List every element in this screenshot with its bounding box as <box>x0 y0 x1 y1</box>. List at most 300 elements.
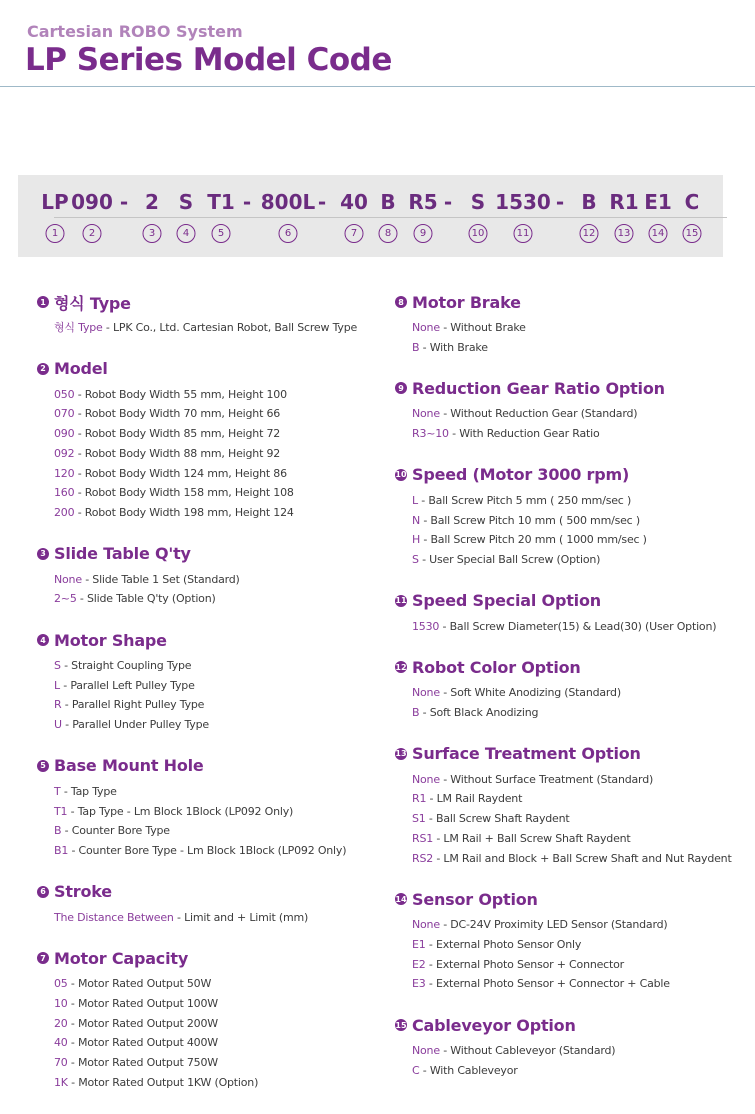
option-code: U <box>54 718 62 732</box>
code-position-number: 14 <box>649 224 668 243</box>
option-description: Motor Rated Output 200W <box>77 1016 218 1030</box>
option-code: E1 <box>412 937 426 951</box>
option-description: Ball Screw Shaft Raydent <box>435 812 570 826</box>
code-token: 090 <box>71 190 113 214</box>
option-description: Soft White Anodizing (Standard) <box>450 686 621 700</box>
option-item <box>54 424 367 444</box>
code-token: T1 <box>207 190 235 214</box>
option-code: E2 <box>412 957 426 971</box>
option-item <box>54 821 367 841</box>
option-description: Limit and + Limit (mm) <box>184 910 309 924</box>
section-title: Stroke <box>54 882 112 902</box>
option-separator: - <box>439 918 451 932</box>
option-item <box>54 589 367 609</box>
option-separator: - <box>67 977 78 991</box>
option-separator: - <box>425 937 436 951</box>
option-description: External Photo Sensor Only <box>435 937 582 951</box>
option-list <box>412 404 740 443</box>
option-item <box>412 915 740 935</box>
option-code: None <box>412 686 440 700</box>
section-title: Robot Color Option <box>412 657 581 677</box>
code-separator: - <box>555 190 565 214</box>
section-title: Cableveyor Option <box>412 1015 576 1035</box>
option-description: User Special Ball Screw (Option) <box>429 552 601 566</box>
section-number-badge: 9 <box>395 382 407 394</box>
option-description: Parallel Right Pulley Type <box>71 698 205 712</box>
section-title: Model <box>54 359 108 379</box>
option-item <box>54 404 367 424</box>
code-token: R1 <box>609 190 639 214</box>
code-token: LP <box>41 190 69 214</box>
option-code: L <box>412 493 418 507</box>
section-title: Motor Brake <box>412 292 521 312</box>
option-separator: - <box>61 698 72 712</box>
option-item <box>412 1041 740 1061</box>
option-description: LM Rail Raydent <box>436 792 523 806</box>
option-code: S <box>412 552 419 566</box>
option-separator: - <box>102 321 113 334</box>
code-position-number: 8 <box>379 224 398 243</box>
code-position-number: 10 <box>469 224 488 243</box>
option-item <box>54 695 367 715</box>
option-description: With Reduction Gear Ratio <box>459 427 600 441</box>
option-description: Parallel Under Pulley Type <box>72 718 209 732</box>
option-list <box>412 770 740 869</box>
option-code: N <box>412 513 421 527</box>
section-header <box>395 292 740 312</box>
option-description: With Cableveyor <box>429 1063 518 1077</box>
option-description: With Brake <box>429 340 488 354</box>
section-header <box>37 882 367 902</box>
option-list <box>412 683 740 722</box>
option-separator: - <box>418 552 430 566</box>
section-number-badge: 4 <box>37 634 49 646</box>
option-separator: - <box>61 824 72 838</box>
section-header <box>37 756 367 776</box>
option-separator: - <box>67 1075 79 1089</box>
code-position-number: 5 <box>212 224 231 243</box>
code-token: 40 <box>340 190 368 214</box>
option-description: Slide Table Q'ty (Option) <box>87 592 216 606</box>
option-description: Motor Rated Output 1KW (Option) <box>78 1075 259 1089</box>
code-token: C <box>684 190 700 214</box>
page-subtitle: Cartesian ROBO System <box>27 22 243 41</box>
section-sensor-option <box>395 889 740 994</box>
section-number-badge: 14 <box>395 894 407 904</box>
option-item <box>54 676 367 696</box>
option-list <box>54 385 367 523</box>
option-item <box>412 770 740 790</box>
section-type <box>37 292 367 338</box>
option-item <box>54 656 367 676</box>
code-token: S <box>178 190 194 214</box>
section-header <box>37 948 367 968</box>
option-item <box>412 1061 740 1081</box>
option-separator: - <box>60 784 71 798</box>
option-separator: - <box>425 977 436 991</box>
option-description: DC-24V Proximity LED Sensor (Standard) <box>450 918 668 932</box>
section-speed-motor-3000-rpm <box>395 465 740 570</box>
option-separator: - <box>67 1036 78 1050</box>
option-item <box>412 935 740 955</box>
option-code: B <box>412 340 420 354</box>
code-token: R5 <box>408 190 438 214</box>
section-motor-brake <box>395 292 740 357</box>
section-number-badge: 5 <box>37 760 49 772</box>
option-code: RS1 <box>412 831 434 845</box>
option-item <box>412 491 740 511</box>
option-description: Without Brake <box>450 321 526 334</box>
section-robot-color-option <box>395 657 740 722</box>
option-description: Ball Screw Diameter(15) & Lead(30) (User Option) <box>449 619 717 633</box>
option-description: Motor Rated Output 50W <box>77 977 212 991</box>
section-header <box>395 1015 740 1035</box>
option-description: Robot Body Width 85 mm, Height 72 <box>84 427 281 441</box>
option-separator: - <box>74 387 85 401</box>
code-token: B <box>380 190 396 214</box>
section-title: Slide Table Q'ty <box>54 544 191 564</box>
option-separator: - <box>439 407 451 421</box>
section-base-mount-hole <box>37 756 367 861</box>
option-item <box>412 404 740 424</box>
section-model <box>37 359 367 523</box>
option-code: R1 <box>412 792 427 806</box>
option-separator: - <box>433 851 444 865</box>
section-reduction-gear-ratio-option <box>395 378 740 443</box>
option-description: Robot Body Width 198 mm, Height 124 <box>84 505 294 519</box>
option-code: S1 <box>412 812 426 826</box>
section-header <box>37 630 367 650</box>
code-position-number: 9 <box>414 224 433 243</box>
code-position-number: 3 <box>143 224 162 243</box>
option-description: Without Reduction Gear (Standard) <box>450 407 638 421</box>
option-code: 1530 <box>412 619 440 633</box>
option-code: B1 <box>54 843 69 857</box>
option-separator: - <box>60 659 72 673</box>
option-separator: - <box>420 533 431 547</box>
model-code-divider <box>54 217 727 218</box>
option-item <box>54 385 367 405</box>
section-number-badge: 3 <box>37 548 49 560</box>
option-separator: - <box>420 513 431 527</box>
option-code: 70 <box>54 1056 68 1070</box>
option-item <box>54 1014 367 1034</box>
option-code: T <box>54 784 61 798</box>
option-description: External Photo Sensor + Connector <box>435 957 624 971</box>
option-separator: - <box>67 804 78 818</box>
option-item <box>54 715 367 735</box>
option-code: H <box>412 533 421 547</box>
option-description: Motor Rated Output 100W <box>77 997 218 1011</box>
option-separator: - <box>59 678 71 692</box>
code-token: E1 <box>644 190 672 214</box>
section-title: Speed Special Option <box>412 591 601 611</box>
option-item <box>54 318 367 338</box>
option-item <box>54 908 367 928</box>
option-separator: - <box>439 619 450 633</box>
option-code: None <box>412 1044 440 1058</box>
code-position-number: 15 <box>683 224 702 243</box>
section-title: Speed (Motor 3000 rpm) <box>412 465 630 485</box>
option-code: 200 <box>54 505 75 519</box>
code-position-number: 7 <box>345 224 364 243</box>
option-code: RS2 <box>412 851 434 865</box>
option-description: Robot Body Width 124 mm, Height 86 <box>84 466 287 480</box>
option-code: 160 <box>54 486 75 500</box>
code-separator: - <box>443 190 453 214</box>
option-separator: - <box>439 1044 451 1058</box>
option-separator: - <box>67 1056 78 1070</box>
header-divider <box>0 86 755 87</box>
option-item <box>412 318 740 338</box>
option-list <box>54 974 367 1092</box>
option-code: 2~5 <box>54 592 77 606</box>
model-code-box <box>18 175 723 257</box>
option-code: S <box>54 659 61 673</box>
option-item <box>54 841 367 861</box>
option-code: 10 <box>54 997 68 1011</box>
option-separator: - <box>419 1063 430 1077</box>
option-description: LM Rail and Block + Ball Screw Shaft and Nut Raydent <box>443 851 732 865</box>
option-list <box>54 908 367 928</box>
option-description: Slide Table 1 Set (Standard) <box>92 572 240 586</box>
option-item <box>54 444 367 464</box>
left-column <box>37 292 367 1114</box>
option-separator: - <box>74 466 85 480</box>
option-description: Soft Black Anodizing <box>429 706 539 720</box>
section-number-badge: 13 <box>395 749 407 759</box>
option-code: B <box>412 706 420 720</box>
option-code: 형식 Type <box>54 321 103 334</box>
option-code: T1 <box>54 804 68 818</box>
option-item <box>54 503 367 523</box>
option-code: None <box>412 918 440 932</box>
section-header <box>37 359 367 379</box>
section-header <box>395 465 740 485</box>
section-title: Base Mount Hole <box>54 756 204 776</box>
code-separator: - <box>317 190 327 214</box>
section-speed-special-option <box>395 591 740 637</box>
option-code: 20 <box>54 1016 68 1030</box>
option-code: R <box>54 698 62 712</box>
code-position-number: 6 <box>279 224 298 243</box>
option-separator: - <box>439 321 451 334</box>
option-item <box>412 550 740 570</box>
section-slide-table-q-ty <box>37 544 367 609</box>
option-description: Without Cableveyor (Standard) <box>450 1044 616 1058</box>
page-title: LP Series Model Code <box>25 42 392 78</box>
option-item <box>54 464 367 484</box>
option-list <box>54 570 367 609</box>
option-code: None <box>54 572 82 586</box>
option-code: E3 <box>412 977 426 991</box>
section-title: Reduction Gear Ratio Option <box>412 378 665 398</box>
option-description: Straight Coupling Type <box>71 659 192 673</box>
section-surface-treatment-option <box>395 744 740 869</box>
option-item <box>54 1073 367 1093</box>
option-separator: - <box>425 957 436 971</box>
option-separator: - <box>419 706 430 720</box>
option-item <box>412 849 740 869</box>
option-code: None <box>412 772 440 786</box>
section-number-badge: 7 <box>37 952 49 964</box>
option-code: 050 <box>54 387 75 401</box>
option-item <box>54 570 367 590</box>
code-position-number: 13 <box>615 224 634 243</box>
section-title: Motor Shape <box>54 630 167 650</box>
option-description: Counter Bore Type - Lm Block 1Block (LP092 Only) <box>78 843 347 857</box>
option-separator: - <box>74 427 85 441</box>
option-description: Motor Rated Output 750W <box>77 1056 218 1070</box>
code-position-number: 2 <box>83 224 102 243</box>
option-description: Ball Screw Pitch 10 mm ( 500 mm/sec ) <box>430 513 640 527</box>
option-code: C <box>412 1063 420 1077</box>
option-item <box>412 789 740 809</box>
option-code: R3~10 <box>412 427 449 441</box>
option-item <box>412 829 740 849</box>
option-item <box>54 974 367 994</box>
section-motor-shape <box>37 630 367 735</box>
option-separator: - <box>68 843 79 857</box>
option-description: Tap Type <box>70 784 117 798</box>
option-separator: - <box>74 407 85 421</box>
option-list <box>412 617 740 637</box>
section-title: 형식 Type <box>54 293 131 313</box>
option-item <box>412 809 740 829</box>
section-number-badge: 1 <box>37 296 49 308</box>
section-header <box>37 292 367 312</box>
option-description: Without Surface Treatment (Standard) <box>450 772 654 786</box>
code-token: 2 <box>145 190 159 214</box>
option-separator: - <box>67 1016 78 1030</box>
section-number-badge: 6 <box>37 886 49 898</box>
option-separator: - <box>419 340 430 354</box>
option-description: Tap Type - Lm Block 1Block (LP092 Only) <box>77 804 294 818</box>
option-code: 070 <box>54 407 75 421</box>
option-code: None <box>412 321 440 334</box>
section-header <box>37 544 367 564</box>
option-description: Robot Body Width 158 mm, Height 108 <box>84 486 294 500</box>
option-item <box>54 782 367 802</box>
option-item <box>412 955 740 975</box>
option-description: Ball Screw Pitch 20 mm ( 1000 mm/sec ) <box>430 533 647 547</box>
option-separator: - <box>426 792 437 806</box>
section-stroke <box>37 882 367 928</box>
section-number-badge: 10 <box>395 470 407 480</box>
code-separator: - <box>242 190 252 214</box>
code-token: 800L <box>260 190 316 214</box>
option-list <box>54 656 367 735</box>
section-header <box>395 744 740 764</box>
option-list <box>412 915 740 994</box>
option-description: Robot Body Width 88 mm, Height 92 <box>84 446 281 460</box>
option-separator: - <box>61 718 73 732</box>
option-separator: - <box>74 505 85 519</box>
code-position-number: 12 <box>580 224 599 243</box>
option-item <box>412 338 740 358</box>
option-separator: - <box>439 686 451 700</box>
section-title: Sensor Option <box>412 889 538 909</box>
option-item <box>412 424 740 444</box>
option-description: External Photo Sensor + Connector + Cable <box>435 977 670 991</box>
option-separator: - <box>417 493 429 507</box>
code-position-number: 1 <box>46 224 65 243</box>
option-description: Counter Bore Type <box>71 824 170 838</box>
section-header <box>395 657 740 677</box>
option-item <box>412 530 740 550</box>
option-item <box>54 483 367 503</box>
option-code: L <box>54 678 60 692</box>
option-code: 120 <box>54 466 75 480</box>
option-list <box>412 491 740 570</box>
option-list <box>412 1041 740 1080</box>
option-item <box>412 617 740 637</box>
option-item <box>412 974 740 994</box>
code-separator: - <box>119 190 129 214</box>
option-description: Robot Body Width 55 mm, Height 100 <box>84 387 287 401</box>
option-list <box>54 782 367 861</box>
section-number-badge: 2 <box>37 363 49 375</box>
option-separator: - <box>81 572 93 586</box>
option-code: 092 <box>54 446 75 460</box>
option-separator: - <box>76 592 87 606</box>
section-motor-capacity <box>37 948 367 1092</box>
code-token: 1530 <box>495 190 551 214</box>
option-code: The Distance Between <box>54 910 174 924</box>
section-number-badge: 8 <box>395 296 407 308</box>
option-item <box>412 683 740 703</box>
option-code: None <box>412 407 440 421</box>
option-description: Motor Rated Output 400W <box>77 1036 218 1050</box>
option-code: 05 <box>54 977 68 991</box>
code-token: B <box>581 190 597 214</box>
option-description: LM Rail + Ball Screw Shaft Raydent <box>443 831 631 845</box>
option-code: 090 <box>54 427 75 441</box>
option-item <box>412 703 740 723</box>
option-separator: - <box>173 910 185 924</box>
code-position-number: 11 <box>514 224 533 243</box>
section-header <box>395 591 740 611</box>
section-number-badge: 15 <box>395 1020 407 1030</box>
right-column <box>395 292 740 1101</box>
option-item <box>54 994 367 1014</box>
option-item <box>412 511 740 531</box>
option-separator: - <box>448 427 460 441</box>
option-separator: - <box>74 486 85 500</box>
section-header <box>395 378 740 398</box>
section-number-badge: 11 <box>395 596 407 606</box>
option-separator: - <box>425 812 436 826</box>
section-title: Motor Capacity <box>54 948 189 968</box>
option-item <box>54 802 367 822</box>
section-number-badge: 12 <box>395 662 407 672</box>
option-code: 1K <box>54 1075 68 1089</box>
option-code: 40 <box>54 1036 68 1050</box>
option-description: Parallel Left Pulley Type <box>70 678 195 692</box>
code-position-number: 4 <box>177 224 196 243</box>
option-description: Ball Screw Pitch 5 mm ( 250 mm/sec ) <box>428 493 632 507</box>
option-separator: - <box>439 772 451 786</box>
option-list <box>412 318 740 357</box>
option-separator: - <box>433 831 444 845</box>
option-description: Robot Body Width 70 mm, Height 66 <box>84 407 281 421</box>
option-code: B <box>54 824 62 838</box>
option-separator: - <box>74 446 85 460</box>
section-cableveyor-option <box>395 1015 740 1080</box>
option-list <box>54 318 367 338</box>
section-title: Surface Treatment Option <box>412 744 641 764</box>
code-token: S <box>470 190 486 214</box>
